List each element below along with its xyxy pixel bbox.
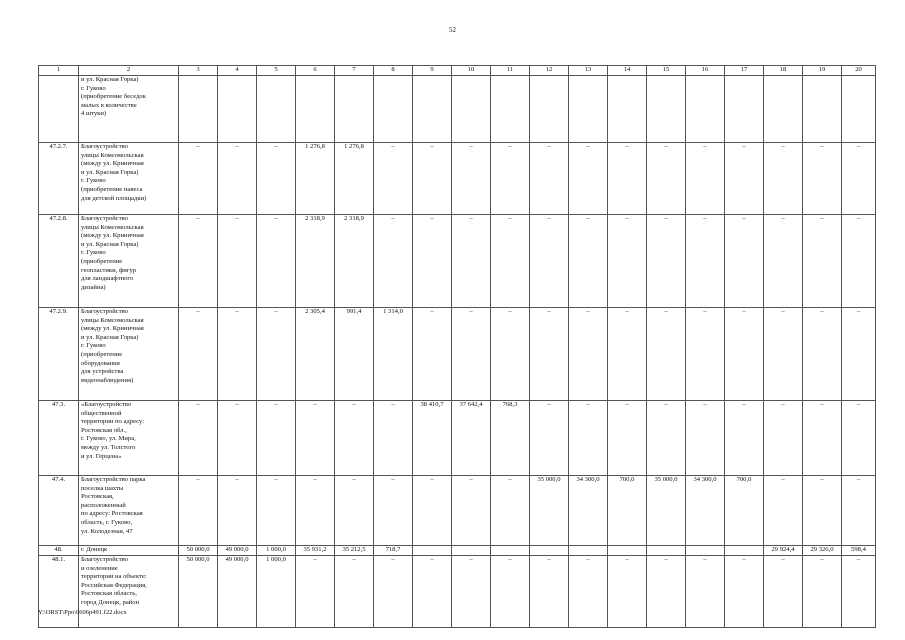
row-name: г. Донецк [79, 546, 179, 556]
value-cell: – [452, 308, 491, 401]
value-cell: 718,7 [374, 546, 413, 556]
row-number: 47.4. [39, 476, 79, 546]
value-cell: – [374, 215, 413, 308]
row-name: «Благоустройство общественной территории по адресу: Ростовская обл., г. Гуково, ул. Мира, между ул. Толстого и ул. Герцена» [79, 401, 179, 476]
value-cell [335, 76, 374, 143]
value-cell: – [764, 143, 803, 215]
header-cell: 7 [335, 66, 374, 76]
value-cell: 29 326,0 [803, 546, 842, 556]
value-cell: – [335, 401, 374, 476]
value-cell [452, 546, 491, 556]
header-cell: 4 [218, 66, 257, 76]
value-cell: 1 000,0 [257, 556, 296, 628]
value-cell: – [530, 556, 569, 628]
value-cell: – [764, 556, 803, 628]
value-cell [725, 546, 764, 556]
value-cell [530, 76, 569, 143]
value-cell: – [842, 143, 876, 215]
value-cell: 38 410,7 [413, 401, 452, 476]
value-cell: – [842, 215, 876, 308]
value-cell: 768,3 [491, 401, 530, 476]
value-cell: – [413, 143, 452, 215]
value-cell [257, 76, 296, 143]
header-row [39, 66, 876, 76]
header-cell: 11 [491, 66, 530, 76]
value-cell: – [842, 556, 876, 628]
row-number: 48.1. [39, 556, 79, 628]
value-cell: 1 314,0 [374, 308, 413, 401]
value-cell: – [725, 143, 764, 215]
value-cell [647, 546, 686, 556]
value-cell: – [413, 476, 452, 546]
value-cell: – [569, 401, 608, 476]
value-cell: – [218, 215, 257, 308]
value-cell: – [179, 401, 218, 476]
value-cell: – [725, 215, 764, 308]
header-cell: 3 [179, 66, 218, 76]
document-path: Y:\ORST\Ppo\0606p491.f22.docx [38, 609, 127, 616]
header-cell: 19 [803, 66, 842, 76]
header-cell: 12 [530, 66, 569, 76]
value-cell [218, 76, 257, 143]
value-cell: – [686, 215, 725, 308]
value-cell: 1 276,8 [296, 143, 335, 215]
row-name: Благоустройство парка поселка шахты Ростовская, расположенный по адресу: Ростовская область, г. Гуково, ул. Колодезная, 47 [79, 476, 179, 546]
value-cell: – [530, 308, 569, 401]
row-name: Благоустройство улицы Комсомольская (между ул. Криничная и ул. Красная Горка) г. Гуково (приобретение геопластики, фигур для ландшафтного дизайна) [79, 215, 179, 308]
header-cell: 2 [79, 66, 179, 76]
value-cell: – [179, 476, 218, 546]
value-cell: – [257, 401, 296, 476]
value-cell: – [764, 476, 803, 546]
value-cell: – [491, 215, 530, 308]
value-cell: – [608, 308, 647, 401]
row-number: 47.2.8. [39, 215, 79, 308]
value-cell [413, 546, 452, 556]
value-cell [491, 76, 530, 143]
value-cell: – [569, 556, 608, 628]
value-cell: – [686, 401, 725, 476]
value-cell: – [803, 215, 842, 308]
value-cell [413, 76, 452, 143]
value-cell: – [686, 556, 725, 628]
row-number: 47.3. [39, 401, 79, 476]
value-cell: 2 318,9 [335, 215, 374, 308]
value-cell: – [335, 556, 374, 628]
value-cell: – [179, 308, 218, 401]
value-cell: – [296, 556, 335, 628]
value-cell: – [647, 215, 686, 308]
value-cell: 34 300,0 [686, 476, 725, 546]
value-cell: – [608, 556, 647, 628]
value-cell: 49 000,0 [218, 546, 257, 556]
row-name: и ул. Красная Горка) г. Гуково (приобретение беседок малых в количестве 4 штуки) [79, 76, 179, 143]
value-cell: 700,0 [608, 476, 647, 546]
header-cell: 1 [39, 66, 79, 76]
row-number: 47.2.7. [39, 143, 79, 215]
value-cell: – [491, 476, 530, 546]
value-cell: – [764, 215, 803, 308]
value-cell: – [803, 556, 842, 628]
header-cell: 6 [296, 66, 335, 76]
value-cell: – [374, 401, 413, 476]
value-cell: – [764, 401, 803, 476]
value-cell [725, 76, 764, 143]
table-row [39, 546, 876, 556]
value-cell: – [257, 476, 296, 546]
header-cell: 9 [413, 66, 452, 76]
value-cell: – [803, 401, 842, 476]
value-cell: – [452, 143, 491, 215]
value-cell: – [530, 215, 569, 308]
value-cell: – [452, 215, 491, 308]
value-cell: – [647, 401, 686, 476]
value-cell [374, 76, 413, 143]
value-cell: – [374, 556, 413, 628]
value-cell: – [725, 556, 764, 628]
value-cell: – [491, 556, 530, 628]
value-cell [842, 76, 876, 143]
value-cell: 1 276,8 [335, 143, 374, 215]
table-row [39, 143, 876, 215]
value-cell [608, 546, 647, 556]
value-cell: – [530, 143, 569, 215]
value-cell: – [686, 308, 725, 401]
value-cell [569, 76, 608, 143]
header-cell: 15 [647, 66, 686, 76]
value-cell: – [842, 401, 876, 476]
value-cell: – [608, 143, 647, 215]
value-cell: – [530, 401, 569, 476]
value-cell: – [842, 308, 876, 401]
value-cell: – [296, 401, 335, 476]
value-cell: – [374, 143, 413, 215]
value-cell: – [569, 215, 608, 308]
value-cell: – [491, 143, 530, 215]
header-cell: 8 [374, 66, 413, 76]
value-cell: – [647, 556, 686, 628]
header-cell: 16 [686, 66, 725, 76]
value-cell: – [686, 143, 725, 215]
value-cell: – [452, 476, 491, 546]
value-cell: – [725, 308, 764, 401]
value-cell [686, 546, 725, 556]
page-number: 52 [449, 26, 456, 34]
value-cell: 37 642,4 [452, 401, 491, 476]
value-cell: – [218, 401, 257, 476]
value-cell: 35 212,5 [335, 546, 374, 556]
budget-table [38, 65, 876, 628]
value-cell: – [218, 143, 257, 215]
value-cell: – [725, 401, 764, 476]
row-name: Благоустройство улицы Комсомольская (между ул. Криничная и ул. Красная Горка) г. Гуково (приобретение оборудования для устройства видеонаблюдения) [79, 308, 179, 401]
value-cell: – [803, 476, 842, 546]
value-cell: – [413, 308, 452, 401]
value-cell: – [413, 556, 452, 628]
value-cell: – [179, 143, 218, 215]
value-cell: – [179, 215, 218, 308]
value-cell [647, 76, 686, 143]
value-cell: – [374, 476, 413, 546]
header-cell: 10 [452, 66, 491, 76]
value-cell: – [296, 476, 335, 546]
value-cell: – [608, 215, 647, 308]
value-cell [686, 76, 725, 143]
value-cell: 34 300,0 [569, 476, 608, 546]
value-cell: 2 305,4 [296, 308, 335, 401]
value-cell: 700,0 [725, 476, 764, 546]
value-cell: 35 931,2 [296, 546, 335, 556]
value-cell [803, 76, 842, 143]
value-cell: 50 000,0 [179, 556, 218, 628]
table-row [39, 76, 876, 143]
value-cell: – [842, 476, 876, 546]
value-cell: – [413, 215, 452, 308]
value-cell: – [218, 476, 257, 546]
value-cell: – [257, 308, 296, 401]
row-name: Благоустройство улицы Комсомольская (между ул. Криничная и ул. Красная Горка) г. Гуково (приобретение навеса для детской площадки) [79, 143, 179, 215]
value-cell: – [647, 143, 686, 215]
value-cell: 49 000,0 [218, 556, 257, 628]
value-cell: 2 318,9 [296, 215, 335, 308]
row-number: 47.2.9. [39, 308, 79, 401]
value-cell [608, 76, 647, 143]
value-cell: – [491, 308, 530, 401]
value-cell: – [647, 308, 686, 401]
header-cell: 17 [725, 66, 764, 76]
value-cell: 598,4 [842, 546, 876, 556]
value-cell: 35 000,0 [647, 476, 686, 546]
value-cell: – [335, 476, 374, 546]
table-row [39, 476, 876, 546]
value-cell: – [257, 143, 296, 215]
value-cell: 29 924,4 [764, 546, 803, 556]
value-cell [452, 76, 491, 143]
value-cell: – [803, 143, 842, 215]
value-cell: 991,4 [335, 308, 374, 401]
table-row [39, 556, 876, 628]
value-cell: – [764, 308, 803, 401]
header-cell: 18 [764, 66, 803, 76]
header-cell: 14 [608, 66, 647, 76]
header-cell: 5 [257, 66, 296, 76]
value-cell [569, 546, 608, 556]
value-cell: – [218, 308, 257, 401]
row-number [39, 76, 79, 143]
value-cell [491, 546, 530, 556]
value-cell: – [257, 215, 296, 308]
header-cell: 13 [569, 66, 608, 76]
value-cell: – [608, 401, 647, 476]
table-row [39, 308, 876, 401]
value-cell: – [803, 308, 842, 401]
value-cell: 35 000,0 [530, 476, 569, 546]
header-cell: 20 [842, 66, 876, 76]
table-row [39, 215, 876, 308]
value-cell [179, 76, 218, 143]
value-cell [764, 76, 803, 143]
value-cell: – [569, 143, 608, 215]
value-cell: 50 000,0 [179, 546, 218, 556]
value-cell [530, 546, 569, 556]
table-row [39, 401, 876, 476]
row-number: 48. [39, 546, 79, 556]
value-cell [296, 76, 335, 143]
value-cell: – [452, 556, 491, 628]
row-name: Благоустройство и озеленение территории на объекте: Российская Федерация, Ростовская область, город Донецк, район [79, 556, 179, 628]
value-cell: 1 000,0 [257, 546, 296, 556]
value-cell: – [569, 308, 608, 401]
